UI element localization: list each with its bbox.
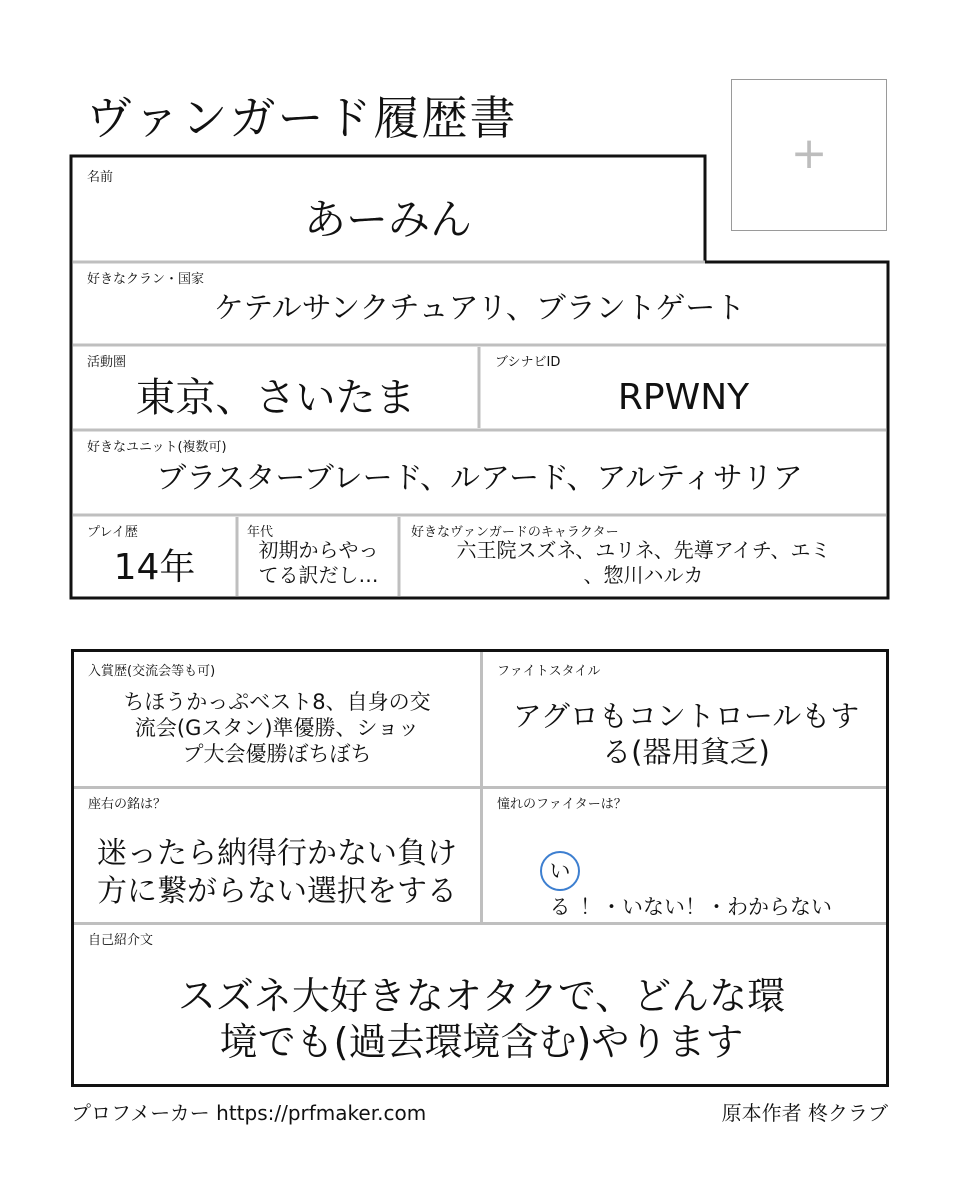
units-label: 好きなユニット(複数可) bbox=[87, 440, 227, 455]
awards-line-3: プ大会優勝ぼちぼち bbox=[182, 742, 372, 766]
name-value: あーみん bbox=[303, 195, 472, 244]
name-cell bbox=[73, 158, 703, 261]
clan-label: 好きなクラン・国家 bbox=[87, 272, 205, 287]
details-sheet bbox=[71, 649, 889, 1087]
era-line-1: 初期からやっ bbox=[258, 538, 379, 562]
idol-label: 憧れのファイターは？ bbox=[497, 797, 627, 812]
motto-cell bbox=[74, 789, 480, 922]
idol-cell bbox=[483, 789, 889, 922]
idol-option-mark: ！ bbox=[580, 895, 601, 919]
units-cell bbox=[73, 432, 886, 514]
bushinavi-cell bbox=[481, 347, 886, 429]
units-value: ブラスターブレード、ルアード、アルティサリア bbox=[156, 461, 803, 496]
awards-line-2: 流会(Gスタン)準優勝、ショッ bbox=[134, 716, 420, 740]
clan-cell bbox=[73, 264, 886, 344]
page-title: ヴァンガード履歴書 bbox=[86, 91, 518, 145]
play-years-label: プレイ歴 bbox=[87, 525, 138, 540]
awards-cell bbox=[74, 652, 480, 786]
characters-label: 好きなヴァンガードのキャラクター bbox=[411, 525, 619, 540]
intro-label: 自己紹介文 bbox=[88, 933, 154, 948]
idol-options bbox=[483, 851, 889, 919]
motto-line-2: 方に繋がらない選択をする bbox=[97, 874, 457, 909]
bushinavi-value: RPWNY bbox=[617, 377, 750, 418]
fight-style-label: ファイトスタイル bbox=[497, 664, 601, 679]
motto-line-1: 迷ったら納得行かない負け bbox=[97, 836, 457, 871]
area-value: 東京、さいたま bbox=[135, 375, 416, 421]
area-cell bbox=[73, 347, 478, 429]
area-label: 活動圏 bbox=[87, 355, 127, 370]
motto-label: 座右の銘は？ bbox=[88, 797, 167, 812]
awards-label: 入賞歴(交流会等も可) bbox=[88, 664, 216, 679]
bushinavi-label: ブシナビID bbox=[495, 355, 561, 370]
fight-style-line-1: アグロもコントロールもす bbox=[512, 699, 860, 733]
era-label: 年代 bbox=[247, 525, 274, 540]
intro-line-1: スズネ大好きなオタクで、どんな環 bbox=[177, 974, 786, 1018]
footer-author: 原本作者 柊クラブ bbox=[721, 1101, 888, 1125]
characters-cell bbox=[401, 517, 886, 596]
name-label: 名前 bbox=[87, 170, 114, 185]
characters-line-2: 、惣川ハルカ bbox=[583, 563, 704, 587]
play-years-cell bbox=[73, 517, 236, 596]
idol-option-selected[interactable]: いる bbox=[540, 851, 580, 891]
era-line-2: てる訳だし… bbox=[258, 563, 379, 587]
era-cell bbox=[239, 517, 398, 596]
characters-line-1: 六王院スズネ、ユリネ、先導アイチ、エミ bbox=[456, 538, 831, 562]
plus-icon: + bbox=[790, 128, 828, 180]
clan-value: ケテルサンクチュアリ、ブラントゲート bbox=[213, 291, 746, 326]
idol-option-rest[interactable]: ・いない！・わからない bbox=[601, 895, 832, 919]
intro-cell bbox=[74, 925, 889, 1085]
intro-line-2: 境でも(過去環境含む)やります bbox=[219, 1020, 744, 1064]
footer-maker: プロフメーカー https://prfmaker.com bbox=[71, 1101, 427, 1125]
awards-line-1: ちほうかっぷベスト8、自身の交 bbox=[123, 690, 431, 714]
fight-style-cell bbox=[483, 652, 889, 786]
play-years-value: 14年 bbox=[113, 547, 196, 588]
fight-style-line-2: る(器用貧乏) bbox=[602, 735, 770, 769]
